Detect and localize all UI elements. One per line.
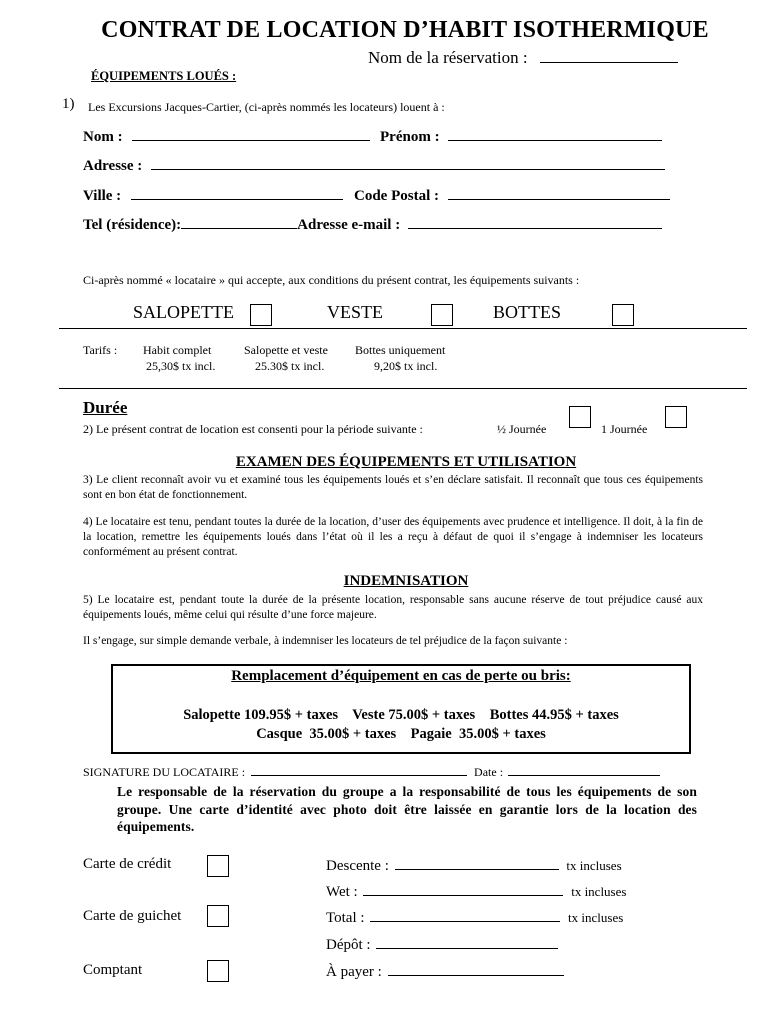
duree-header: Durée [83,398,128,417]
ville-label: Ville : [83,188,122,204]
veste-checkbox[interactable] [431,304,453,326]
indemnisation-paragraph-6: Il s’engage, sur simple demande verbale, à indemniser les locateurs de tel préjudice de la façon suivante : [83,635,568,647]
code-postal-label: Code Postal : [354,188,439,204]
section-1-text: Les Excursions Jacques-Cartier, (ci-après nommés les locateurs) louent à : [88,100,445,114]
nom-field[interactable] [132,127,370,141]
tel-label: Tel (résidence): [83,217,182,233]
wet-tx-label: tx incluses [571,884,627,899]
responsable-text: Le responsable de la réservation du groupe a la responsabilité de tous les équipements de son groupe. Une carte d’identité avec photo doit être laissée en garantie lors de la location des équipements. [117,784,697,834]
a-payer-row [326,962,564,981]
divider-bottom [59,388,747,389]
depot-field[interactable] [376,935,558,949]
full-day-checkbox[interactable] [665,406,687,428]
date-field[interactable] [508,765,660,776]
indemnisation-paragraph-5: 5) Le locataire est, pendant toute la durée de la présente location, responsable sans aucune réserve de tout préjudice causé aux équipements loués, même celui qui résulte d’une force majeure. [83,594,703,621]
locataire-text: Ci-après nommé « locataire » qui accepte, aux conditions du présent contrat, les équipements suivants : [83,273,580,287]
examen-header: EXAMEN DES ÉQUIPEMENTS ET UTILISATION [235,454,577,470]
replacement-line-2: Casque 35.00$ + taxes Pagaie 35.00$ + taxes [256,726,546,742]
replacement-line-1: Salopette 109.95$ + taxes Veste 75.00$ + taxes Bottes 44.95$ + taxes [183,707,619,723]
descente-row [326,856,622,875]
bottes-label: BOTTES [493,302,562,322]
prenom-row [380,127,662,146]
tel-field[interactable] [181,215,297,229]
duree-text: 2) Le présent contrat de location est consenti pour la période suivante : [83,422,423,436]
salopette-label: SALOPETTE [133,302,234,322]
email-label: Adresse e-mail : [297,217,401,233]
examen-paragraph-4: 4) Le locataire est tenu, pendant toutes la durée de la location, d’user des équipements avec prudence et intelligence. Il doit, à la fin de la location, remettre les équipements loués dans l’état où il les a reçu à défaut de quoi il s’engage à indemniser les locateurs conformément au présent contrat. [83,516,703,558]
half-day-checkbox[interactable] [569,406,591,428]
depot-label: Dépôt : [326,937,371,953]
wet-label: Wet : [326,884,358,900]
prenom-label: Prénom : [380,129,440,145]
reservation-name-label [368,48,678,68]
replacement-header: Remplacement d’équipement en cas de perte ou bris: [231,668,571,684]
prenom-field[interactable] [448,127,662,141]
tarif-habit-complet-title: Habit complet [143,343,212,357]
total-tx-label: tx incluses [568,910,624,925]
half-day-label: ½ Journée [497,422,547,436]
contract-title: CONTRAT DE LOCATION D’HABIT ISOTHERMIQUE [101,17,709,43]
descente-label: Descente : [326,858,389,874]
total-label: Total : [326,910,365,926]
debit-card-checkbox[interactable] [207,905,229,927]
equipment-header: ÉQUIPEMENTS LOUÉS : [91,69,237,83]
a-payer-field[interactable] [388,962,564,976]
bottes-checkbox[interactable] [612,304,634,326]
tarif-salopette-veste-title: Salopette et veste [244,343,328,357]
veste-label: VESTE [327,302,383,322]
nom-row [83,127,370,146]
indemnisation-header: INDEMNISATION [343,573,469,589]
date-label: Date : [474,765,504,779]
signature-row [83,765,660,780]
adresse-field[interactable] [151,156,665,170]
total-field[interactable] [370,908,560,922]
tarif-habit-complet-price: 25,30$ tx incl. [146,359,216,373]
code-postal-row [354,186,670,205]
a-payer-label: À payer : [326,964,382,980]
ville-field[interactable] [131,186,343,200]
tarif-salopette-veste-price: 25.30$ tx incl. [255,359,325,373]
credit-card-label: Carte de crédit [83,856,172,872]
cash-label: Comptant [83,962,143,978]
tarif-bottes-title: Bottes uniquement [355,343,446,357]
credit-card-checkbox[interactable] [207,855,229,877]
descente-field[interactable] [395,856,559,870]
debit-card-label: Carte de guichet [83,908,182,924]
salopette-checkbox[interactable] [250,304,272,326]
reservation-label-text: Nom de la réservation : [368,48,528,67]
examen-paragraph-3: 3) Le client reconnaît avoir vu et examiné tous les équipements loués et s’en déclare satisfait. Il reconnaît que tous ces équipements sont en bon état de fonctionnement. [83,474,703,501]
signature-label: SIGNATURE DU LOCATAIRE : [83,765,246,779]
descente-tx-label: tx incluses [566,858,622,873]
tel-email-row [83,215,662,234]
replacement-box [111,664,691,754]
adresse-label: Adresse : [83,158,143,174]
tarifs-label: Tarifs : [83,343,118,357]
wet-row [326,882,626,901]
signature-field[interactable] [251,765,467,776]
adresse-row [83,156,665,175]
depot-row [326,935,558,954]
cash-checkbox[interactable] [207,960,229,982]
reservation-name-field[interactable] [540,49,678,63]
divider-top [59,328,747,329]
nom-label: Nom : [83,129,123,145]
code-postal-field[interactable] [448,186,670,200]
total-row [326,908,623,927]
wet-field[interactable] [363,882,563,896]
section-1-number: 1) [62,96,75,112]
tarif-bottes-price: 9,20$ tx incl. [374,359,438,373]
ville-row [83,186,343,205]
email-field[interactable] [408,215,662,229]
full-day-label: 1 Journée [601,422,648,436]
